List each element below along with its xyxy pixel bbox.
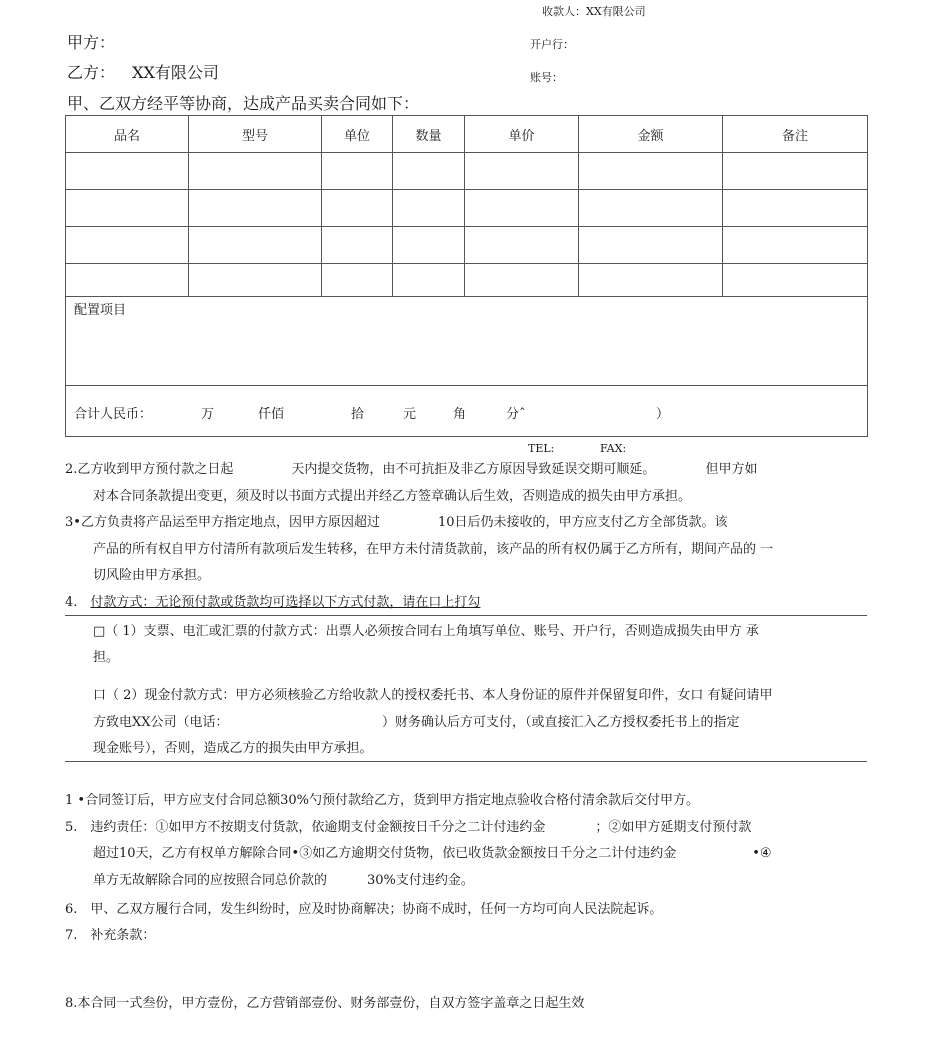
total-unit-qianbai: 仟佰 bbox=[258, 407, 285, 422]
table-cell[interactable] bbox=[579, 190, 723, 227]
payment-option-1-cont: 担。 bbox=[93, 650, 120, 665]
column-header: 品名 bbox=[66, 116, 189, 153]
clause-2-line-1 bbox=[65, 457, 757, 483]
table-cell[interactable] bbox=[465, 190, 579, 227]
payment-method-title: 付款方式：无论预付款或货款均可选择以下方式付款，请在口上打勾 bbox=[90, 595, 481, 610]
clause-text: 单方无故解除合同的应按照合同总价款的 bbox=[93, 873, 328, 888]
clause-7 bbox=[65, 923, 155, 949]
clause-1: 1 •合同签订后，甲方应支付合同总额30%勺预付款给乙方，货到甲方指定地点验收合格付清余款后交付甲方。 bbox=[65, 793, 699, 808]
clause-text: 甲、乙双方履行合同，发生纠纷时，应及时协商解决；协商不成时，任何一方均可向人民法院起诉。 bbox=[90, 902, 663, 917]
table-cell[interactable] bbox=[189, 190, 322, 227]
column-header: 数量 bbox=[393, 116, 465, 153]
tel-label: TEL: bbox=[528, 442, 555, 455]
clause-text: •④ bbox=[752, 846, 772, 861]
payment-option-2[interactable]: 口（ 2）现金付款方式：甲方必须核验乙方给收款人的授权委托书、本人身份证的原件并保留复印件，女口 有疑问请甲 bbox=[93, 688, 773, 703]
clause-text: 10日后仍未接收的，甲方应支付乙方全部货款。该 bbox=[437, 515, 728, 530]
table-cell[interactable] bbox=[465, 153, 579, 190]
account-info: 账号： bbox=[530, 71, 563, 84]
payment-option-1[interactable]: □（ 1）支票、电汇或汇票的付款方式：出票人必须按合同右上角填写单位、账号、开户行，否则造成损失由甲方 承 bbox=[93, 624, 759, 639]
table-cell[interactable] bbox=[189, 153, 322, 190]
clause-text: 违约责任：①如甲方不按期支付货款，依逾期支付金额按日千分之二计付违约金 bbox=[90, 820, 546, 835]
column-header: 单价 bbox=[465, 116, 579, 153]
table-cell[interactable] bbox=[189, 264, 322, 297]
clause-number: 3• bbox=[65, 515, 81, 530]
table-cell[interactable] bbox=[465, 264, 579, 297]
table-cell[interactable] bbox=[579, 264, 723, 297]
table-cell[interactable] bbox=[393, 190, 465, 227]
clause-number: 7. bbox=[65, 928, 78, 943]
party-b-line bbox=[67, 60, 219, 83]
table-cell[interactable] bbox=[723, 227, 868, 264]
clause-text: 乙方负责将产品运至甲方指定地点，因甲方原因超过 bbox=[80, 515, 380, 530]
config-row bbox=[66, 297, 868, 386]
clause-5-line-3 bbox=[93, 868, 474, 894]
clause-3-line-1 bbox=[65, 510, 728, 536]
clause-6 bbox=[65, 897, 662, 923]
clause-text: 但甲方如 bbox=[705, 462, 758, 477]
table-cell[interactable] bbox=[723, 264, 868, 297]
config-cell[interactable] bbox=[66, 297, 868, 386]
total-row bbox=[66, 386, 868, 437]
payee-info: 收款人：XX有限公司 bbox=[542, 5, 646, 18]
total-unit-fen: 分ˆ bbox=[506, 407, 526, 422]
payment-option-2-line-2 bbox=[93, 710, 740, 736]
column-header: 单位 bbox=[322, 116, 393, 153]
table-cell[interactable] bbox=[393, 227, 465, 264]
total-unit-jiao: 角 bbox=[453, 407, 467, 422]
clause-number: 2. bbox=[65, 462, 78, 477]
clause-text: ；②如甲方延期支付预付款 bbox=[595, 820, 752, 835]
payment-option-2-line-3: 现金账号），否则，造成乙方的损失由甲方承担。 bbox=[93, 741, 373, 756]
clause-number: 4. bbox=[65, 595, 78, 610]
fax-label: FAX: bbox=[600, 442, 627, 455]
clause-text: 30%支付违约金。 bbox=[367, 873, 474, 888]
table-cell[interactable] bbox=[322, 153, 393, 190]
column-header: 备注 bbox=[723, 116, 868, 153]
table-cell[interactable] bbox=[723, 153, 868, 190]
party-b-label: 乙方： bbox=[67, 63, 116, 82]
column-header: 型号 bbox=[189, 116, 322, 153]
table-cell[interactable] bbox=[579, 153, 723, 190]
goods-table bbox=[65, 115, 868, 437]
table-row bbox=[66, 264, 868, 297]
table-cell[interactable] bbox=[723, 190, 868, 227]
party-b-name: XX有限公司 bbox=[132, 63, 219, 82]
table-header-row bbox=[66, 116, 868, 153]
total-close-paren: ） bbox=[656, 407, 670, 422]
clause-number: 6. bbox=[65, 902, 78, 917]
bank-info: 开户行： bbox=[530, 38, 574, 51]
clause-5-line-2 bbox=[93, 841, 772, 867]
clause-text: 超过10天，乙方有权单方解除合同•③如乙方逾期交付货物，依已收货款金额按日千分之二计付违约金 bbox=[93, 846, 677, 861]
table-cell[interactable] bbox=[322, 190, 393, 227]
table-cell[interactable] bbox=[579, 227, 723, 264]
clause-3-line-3: 切风险由甲方承担。 bbox=[93, 568, 211, 583]
clause-8: 8.本合同一式叁份，甲方壹份，乙方营销部壹份、财务部壹份，自双方签字盖章之日起生效 bbox=[65, 996, 585, 1011]
table-cell[interactable] bbox=[393, 264, 465, 297]
clause-text: ）财务确认后方可支付，（或直接汇入乙方授权委托书上的指定 bbox=[382, 715, 740, 730]
total-unit-shi: 拾 bbox=[351, 407, 365, 422]
clause-text: 方致电XX公司（电话： bbox=[93, 715, 223, 730]
contract-intro: 甲、乙双方经平等协商，达成产品买卖合同如下： bbox=[67, 94, 420, 113]
clause-2-line-2: 对本合同条款提出变更，须及时以书面方式提出并经乙方签章确认后生效，否则造成的损失由甲方承担。 bbox=[93, 489, 692, 504]
clause-text: 乙方收到甲方预付款之日起 bbox=[77, 462, 234, 477]
table-cell[interactable] bbox=[393, 153, 465, 190]
config-label: 配置项目 bbox=[74, 303, 127, 318]
table-cell[interactable] bbox=[322, 264, 393, 297]
table-row bbox=[66, 227, 868, 264]
total-label: 合计人民币： bbox=[74, 407, 153, 422]
table-cell[interactable] bbox=[189, 227, 322, 264]
clause-number: 5. bbox=[65, 820, 78, 835]
table-cell[interactable] bbox=[66, 190, 189, 227]
table-cell[interactable] bbox=[66, 153, 189, 190]
party-a-label: 甲方： bbox=[67, 33, 116, 52]
clause-4-heading bbox=[65, 590, 480, 616]
table-row bbox=[66, 190, 868, 227]
section-divider bbox=[65, 761, 867, 762]
section-divider bbox=[65, 615, 867, 616]
total-unit-wan: 万 bbox=[201, 407, 215, 422]
clause-3-line-2: 产品的所有权自甲方付清所有款项后发生转移，在甲方未付清货款前，该产品的所有权仍属于乙方所有，期间产品的 一 bbox=[93, 542, 774, 557]
table-cell[interactable] bbox=[322, 227, 393, 264]
clause-5-line-1 bbox=[65, 815, 751, 841]
total-unit-yuan: 元 bbox=[403, 407, 417, 422]
total-cell[interactable] bbox=[66, 386, 868, 437]
table-row bbox=[66, 153, 868, 190]
table-cell[interactable] bbox=[66, 227, 189, 264]
clause-text: 天内提交货物，由不可抗拒及非乙方原因导致延误交期可顺延。 bbox=[291, 462, 656, 477]
table-cell[interactable] bbox=[66, 264, 189, 297]
column-header: 金额 bbox=[579, 116, 723, 153]
clause-text: 补充条款： bbox=[90, 928, 156, 943]
table-cell[interactable] bbox=[465, 227, 579, 264]
